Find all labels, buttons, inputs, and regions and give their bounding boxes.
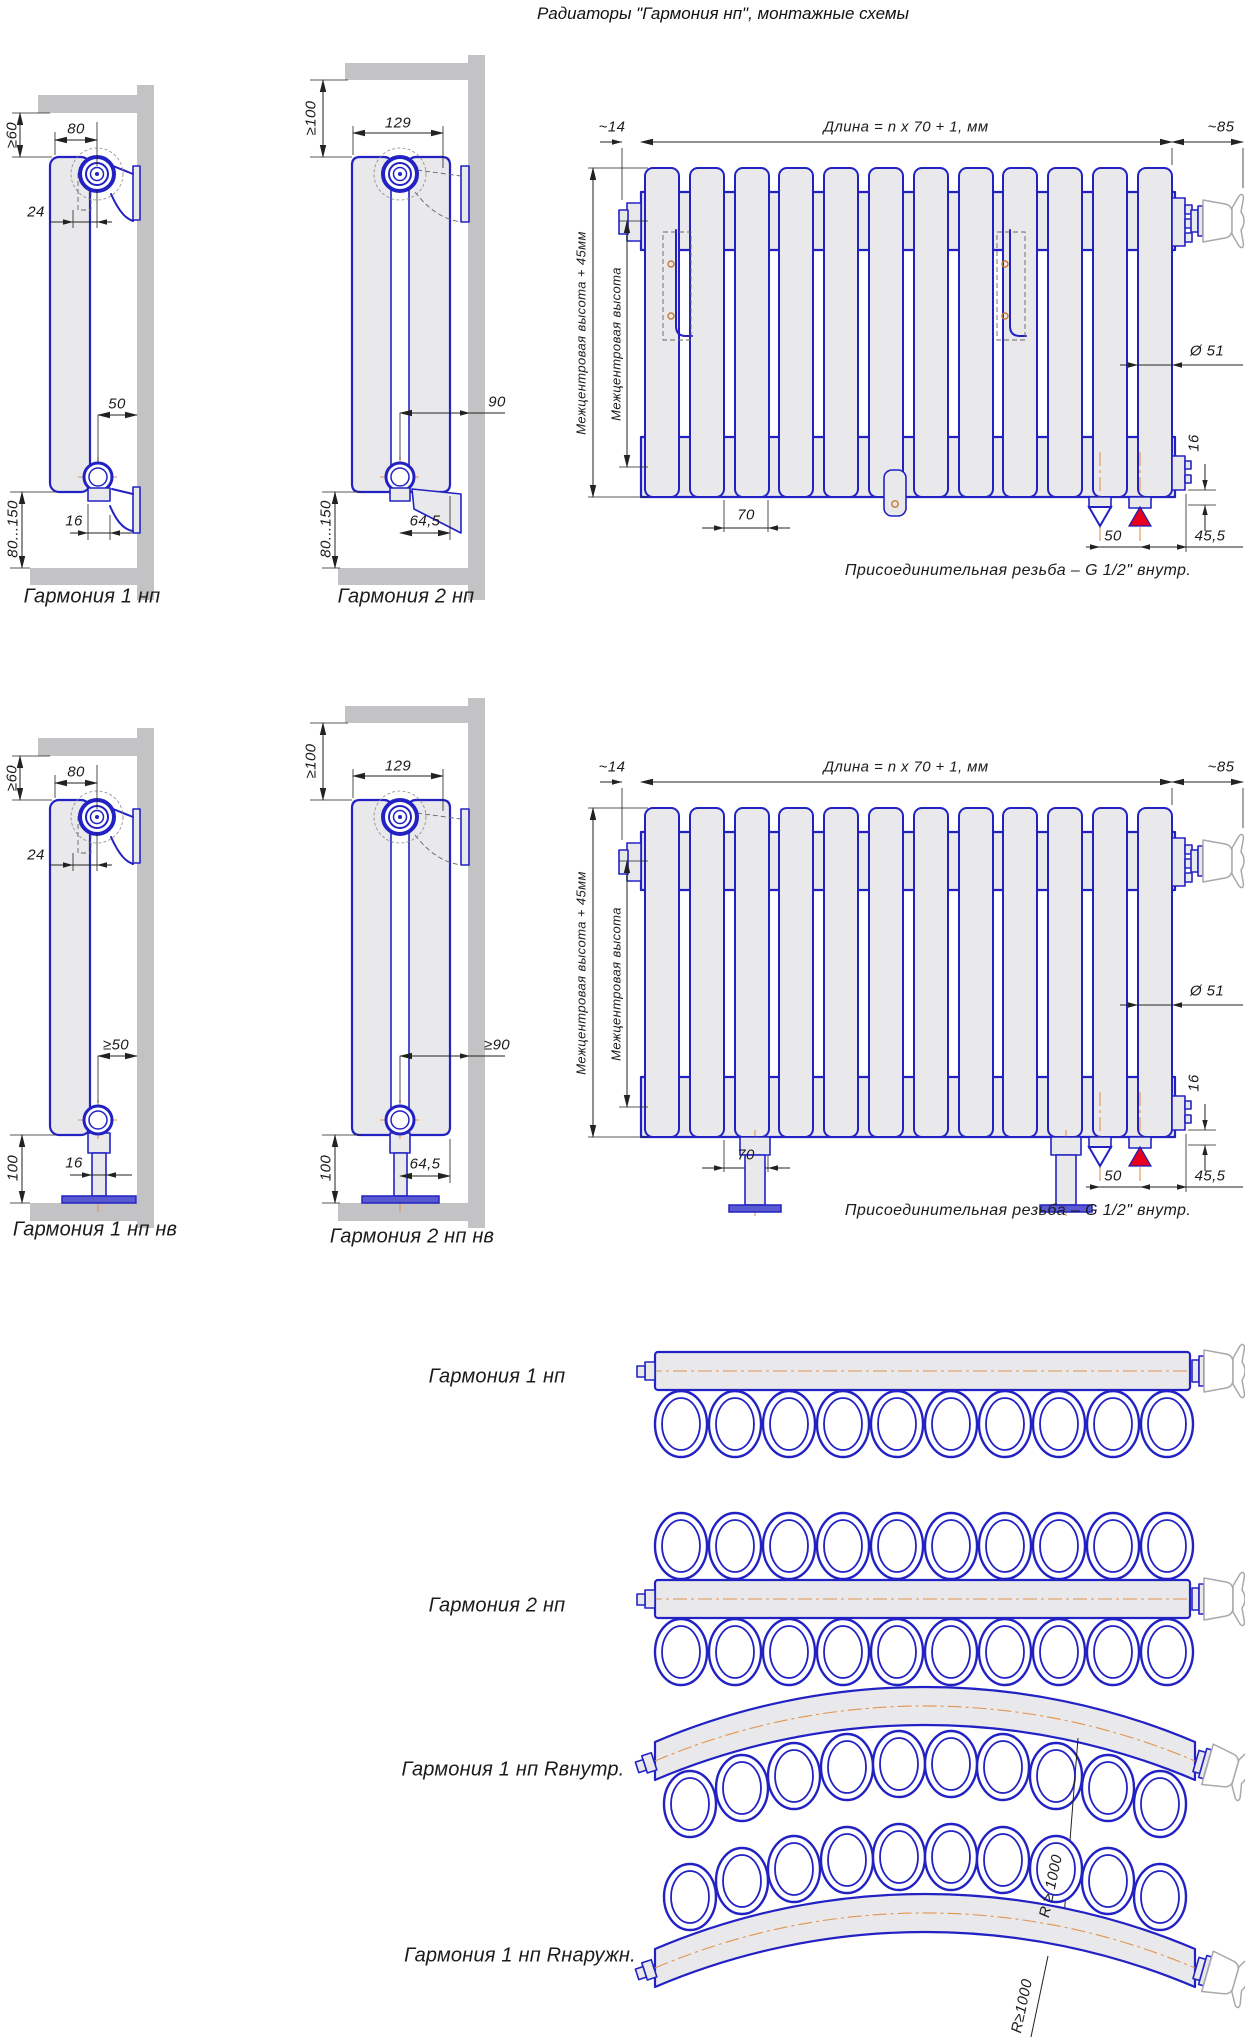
side-view-1np-nv <box>10 728 154 1228</box>
wall <box>468 698 485 1228</box>
wall <box>137 728 154 1228</box>
dim-129-r2: 129 <box>384 757 412 775</box>
dim-14-r1: ~14 <box>598 118 626 136</box>
top-view-1np <box>637 1344 1245 1457</box>
label-side2-nv: Гармония 2 нп нв <box>329 1225 495 1248</box>
ceiling <box>345 63 468 80</box>
ceiling <box>345 706 468 723</box>
label-side1: Гармония 1 нп <box>23 585 161 608</box>
dim-64-5-r2: 64,5 <box>409 1155 441 1173</box>
dim-129-r1: 129 <box>384 114 412 132</box>
dim-length-r2: Длина = n x 70 + 1, мм <box>823 758 989 776</box>
floor <box>30 568 137 585</box>
leg-pipe <box>1056 1155 1076 1205</box>
radiator-panel <box>50 800 90 1135</box>
dim-80-150-r1b: 80...150 <box>317 500 335 558</box>
wall-bracket <box>461 166 469 222</box>
stand-base <box>362 1196 439 1203</box>
dim-16-front-r2: 16 <box>1185 1074 1203 1092</box>
ceiling <box>38 95 137 113</box>
floor <box>338 568 468 585</box>
dim-80-r2: 80 <box>67 763 85 781</box>
dim-85-r2: ~85 <box>1207 758 1235 776</box>
dim-16-r1: 16 <box>65 512 83 530</box>
wall <box>468 55 485 600</box>
note-thread-r1: Присоединительная резьба – G 1/2" внутр. <box>844 562 1192 579</box>
floor <box>338 1203 468 1221</box>
side-view-2np-nv <box>310 698 505 1228</box>
stand-base <box>62 1196 136 1203</box>
dim-ge60-r1: ≥60 <box>3 121 21 149</box>
dim-radius-outer: R≥1000 <box>1007 1977 1037 2035</box>
bottom-center-bracket <box>884 470 906 516</box>
dim-64-5-r1: 64,5 <box>409 512 441 530</box>
dim-50-front-r2: 50 <box>1104 1167 1122 1185</box>
top-view-r-outer <box>634 1824 1245 2037</box>
dim-100-r2b: 100 <box>317 1154 335 1182</box>
dim-70-r1: 70 <box>737 506 755 524</box>
label-side1-nv: Гармония 1 нп нв <box>12 1218 178 1241</box>
dim-16-front-r1: 16 <box>1185 434 1203 452</box>
dim-14-r2: ~14 <box>598 758 626 776</box>
dim-dia51-r2: Ø 51 <box>1189 982 1225 1000</box>
wall-bracket <box>133 166 140 220</box>
stand-pipe <box>394 1153 407 1196</box>
dim-ge100-r1: ≥100 <box>302 100 320 136</box>
dim-100-r2: 100 <box>4 1154 22 1182</box>
wall-bracket-bottom <box>133 487 140 533</box>
top-view-2np <box>637 1513 1245 1685</box>
label-top-r-outer: Гармония 1 нп Rнаружн. <box>404 1944 636 1967</box>
stand-fitting <box>88 1133 110 1153</box>
label-top1: Гармония 1 нп <box>428 1365 566 1388</box>
drawing-title: Радиаторы "Гармония нп", монтажные схемы <box>536 4 910 23</box>
leg-fitting <box>1051 1137 1081 1155</box>
dim-ge50-r2: ≥50 <box>102 1036 130 1054</box>
dim-length-r1: Длина = n x 70 + 1, мм <box>823 118 989 136</box>
wall-bracket <box>461 809 469 865</box>
dim-45-5-r2: 45,5 <box>1194 1167 1226 1185</box>
dim-50-front-r1: 50 <box>1104 527 1122 545</box>
wall-bracket <box>133 809 140 863</box>
dim-80-150-r1: 80...150 <box>4 500 22 558</box>
leg-base <box>729 1205 781 1212</box>
front-view-row2 <box>588 779 1244 1216</box>
dim-45-5-r1: 45,5 <box>1194 527 1226 545</box>
label-top-r-inner: Гармония 1 нп Rвнутр. <box>401 1758 625 1781</box>
side-view-2np <box>310 55 505 600</box>
dim-16-r2: 16 <box>65 1154 83 1172</box>
dim-center-height-r1: Межцентровая высота <box>608 267 624 421</box>
radiator-panel <box>50 157 90 492</box>
front-view-row1 <box>588 139 1244 552</box>
dim-ge90-r2: ≥90 <box>483 1036 511 1054</box>
dim-90-r1: 90 <box>488 393 506 411</box>
dim-85-r1: ~85 <box>1207 118 1235 136</box>
label-top2: Гармония 2 нп <box>428 1594 566 1617</box>
radius-leader <box>1031 1956 1048 2037</box>
dim-80-r1: 80 <box>67 120 85 138</box>
ceiling <box>38 738 137 756</box>
dim-radius-inner: R ≥ 1000 <box>1036 1852 1066 1920</box>
dim-center-height-45-r2: Межцентровая высота + 45мм <box>573 871 589 1075</box>
dim-24-r2: 24 <box>27 846 45 864</box>
dim-ge100-r2: ≥100 <box>302 743 320 779</box>
dim-center-height-45-r1: Межцентровая высота + 45мм <box>573 231 589 435</box>
dim-70-r2: 70 <box>737 1146 755 1164</box>
dim-center-height-r2: Межцентровая высота <box>608 907 624 1061</box>
label-side2: Гармония 2 нп <box>337 585 475 608</box>
dim-24-r1: 24 <box>27 203 45 221</box>
dim-dia51-r1: Ø 51 <box>1189 342 1225 360</box>
dim-ge60-r2: ≥60 <box>3 764 21 792</box>
note-thread-r2: Присоединительная резьба – G 1/2" внутр. <box>844 1202 1192 1219</box>
dim-50-r1: 50 <box>108 395 126 413</box>
